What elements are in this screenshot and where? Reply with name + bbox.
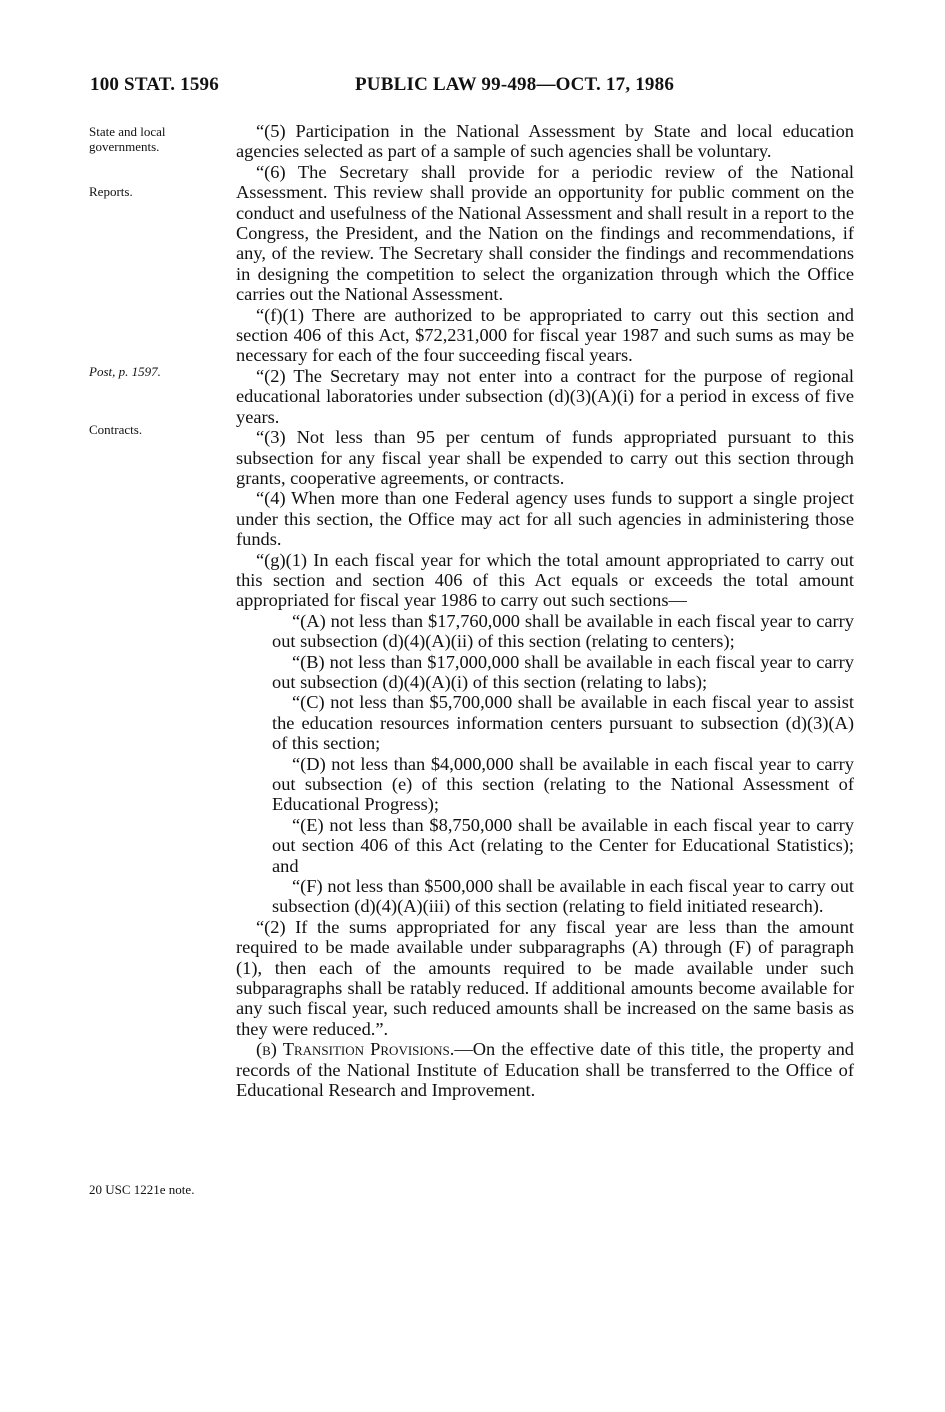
subparagraph-b: “(B) not less than $17,000,000 shall be available in each fiscal year to carry out subsection (d)(4)(A)(i) of this section (relating to labs); xyxy=(272,651,854,692)
paragraph-f1: “(f)(1) There are authorized to be appropriated to carry out this section and section 406 of this Act, $72,231,000 for fiscal year 1987 and such sums as may be necessary for each of the four succeeding fiscal years. xyxy=(236,304,854,366)
paragraph-5: “(5) Participation in the National Assessment by State and local education agencies selected as part of a sample of such agencies shall be voluntary. xyxy=(236,121,854,162)
subparagraph-d: “(D) not less than $4,000,000 shall be available in each fiscal year to carry out subsection (e) of this section (relating to the National Assessment of Educational Progress); xyxy=(272,753,854,815)
transition-text: —On the effective date of this title, the property and records of the National Institute of Education shall be transferred to the Office of Educational Research and Improvement. xyxy=(236,1039,854,1101)
paragraph-f4: “(4) When more than one Federal agency uses funds to support a single project under this section, the Office may act for all such agencies in administering those funds. xyxy=(236,488,854,550)
margin-note-contracts: Contracts. xyxy=(89,422,143,437)
paragraph-6: “(6) The Secretary shall provide for a periodic review of the National Assessment. This review shall provide an opportunity for public comment on the conduct and usefulness of the National Assessment and shall result in a report to the Congress, the President, and the Nation on the findings and recommendations, if any, of the review. The Secretary shall consider the findings and recommendations in designing the competition to select the organization through which the Office carries out the National Assessment. xyxy=(236,161,854,305)
paragraph-f2: “(2) The Secretary may not enter into a contract for the purpose of regional educational laboratories under subsection (d)(3)(A)(i) for a period in excess of five years. xyxy=(236,365,854,427)
subparagraph-c: “(C) not less than $5,700,000 shall be available in each fiscal year to assist the education resources information centers pursuant to subsection (d)(3)(A) of this section; xyxy=(272,692,854,754)
paragraph-f3: “(3) Not less than 95 per centum of funds appropriated pursuant to this subsection for any fiscal year shall be expended to carry out this section through grants, cooperative agreements, or contracts. xyxy=(236,427,854,488)
public-law-title: PUBLIC LAW 99-498—OCT. 17, 1986 xyxy=(355,74,675,95)
paragraph-g2: “(2) If the sums appropriated for any fiscal year are less than the amount required to be made available under subparagraphs (A) through (F) of paragraph (1), then each of the amounts required to be made available under such subparagraphs shall be ratably reduced. If additional amounts become available for any such fiscal year, such reduced amounts shall be increased on the same basis as they were reduced.”. xyxy=(236,916,854,1039)
margin-note-reports: Reports. xyxy=(89,184,133,199)
transition-heading: (b) Transition Provisions. xyxy=(256,1039,455,1060)
margin-note-state-local: State and local governments. xyxy=(89,124,166,154)
subparagraph-f: “(F) not less than $500,000 shall be available in each fiscal year to carry out subsection (d)(4)(A)(iii) of this section (relating to field initiated research). xyxy=(272,876,854,917)
paragraph-g1: “(g)(1) In each fiscal year for which the total amount appropriated to carry out this section and section 406 of this Act equals or exceeds the total amount appropriated for fiscal year 1986 to carry out such sections— xyxy=(236,549,854,611)
margin-note-usc: 20 USC 1221e note. xyxy=(89,1182,195,1197)
subparagraph-a: “(A) not less than $17,760,000 shall be available in each fiscal year to carry out subsection (d)(4)(A)(ii) of this section (relating to centers); xyxy=(272,610,854,652)
margin-note-post: Post, p. 1597. xyxy=(89,364,161,379)
transition-provisions xyxy=(236,1039,854,1100)
stat-page-number: 100 STAT. 1596 xyxy=(90,74,219,95)
statute-body xyxy=(236,121,854,1101)
subparagraph-e: “(E) not less than $8,750,000 shall be available in each fiscal year to carry out section 406 of this Act (relating to the Center for Educational Statistics); and xyxy=(272,814,854,876)
